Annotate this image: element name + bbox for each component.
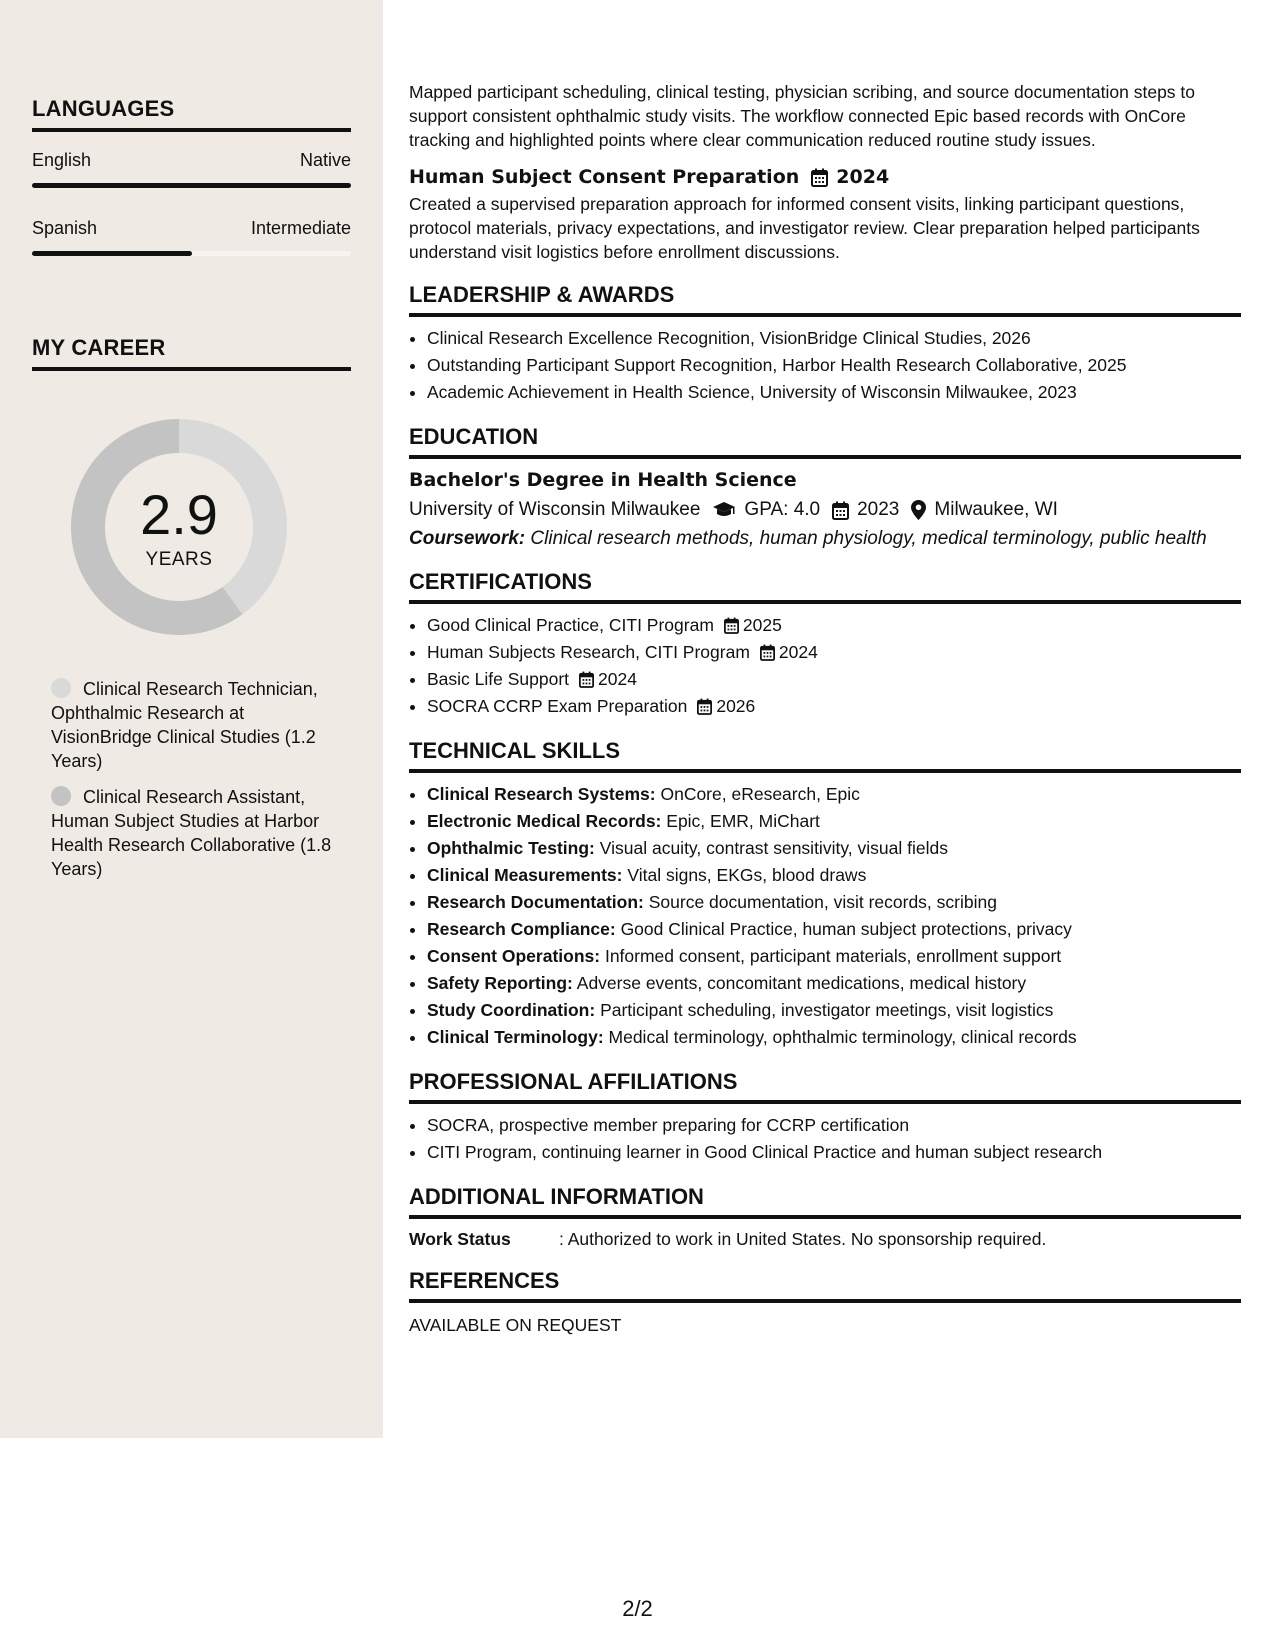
calendar-icon [724, 617, 739, 634]
language-level: Intermediate [250, 218, 351, 238]
skill-label: Ophthalmic Testing: [427, 838, 595, 858]
calendar-icon [579, 671, 594, 688]
skill-label: Clinical Terminology: [427, 1027, 604, 1047]
certification-year: 2026 [716, 696, 756, 716]
main-content [409, 80, 1241, 1337]
list-item [427, 997, 1241, 1024]
skill-value: Good Clinical Practice, human subject protections, privacy [620, 919, 1072, 939]
coursework-label: Coursework: [409, 528, 526, 549]
language-item [32, 150, 351, 188]
list-item [427, 889, 1241, 916]
affiliations-section [409, 1069, 1241, 1166]
language-level: Native [299, 150, 351, 170]
education-location: Milwaukee, WI [934, 499, 1058, 520]
language-proficiency-fill [32, 183, 351, 188]
list-item [427, 862, 1241, 889]
project-title-row [409, 166, 1241, 188]
career-section [32, 335, 351, 371]
list-item [427, 916, 1241, 943]
language-name: Spanish [32, 218, 98, 238]
education-coursework [409, 527, 1241, 551]
certification-year: 2025 [742, 615, 782, 635]
education-school: University of Wisconsin Milwaukee [409, 499, 701, 520]
career-heading: MY CAREER [32, 335, 351, 371]
list-item: • Clinical Research Excellence Recognition, VisionBridge Clinical Studies, 2026 [427, 325, 1241, 352]
skill-label: Safety Reporting: [427, 973, 573, 993]
certifications-list [409, 612, 1241, 720]
career-item-text: Clinical Research Technician, Ophthalmic Research at VisionBridge Clinical Studies (1.2 Years) [51, 679, 318, 771]
language-proficiency-fill [32, 251, 192, 256]
coursework-text: Clinical research methods, human physiology, medical terminology, public health [530, 528, 1207, 549]
education-degree: Bachelor's Degree in Health Science [409, 469, 797, 491]
skill-label: Clinical Measurements: [427, 865, 623, 885]
list-item [427, 781, 1241, 808]
awards-section [409, 282, 1241, 406]
list-item: • SOCRA, prospective member preparing for CCRP certification [427, 1112, 1241, 1139]
certification-year: 2024 [598, 669, 637, 689]
skill-label: Electronic Medical Records: [427, 811, 662, 831]
work-status-label: Work Status [409, 1229, 511, 1249]
work-status-value: : Authorized to work in United States. No sponsorship required. [559, 1229, 1047, 1249]
list-item [427, 808, 1241, 835]
career-item-text: Clinical Research Assistant, Human Subject Studies at Harbor Health Research Collaborative (1.8 Years) [51, 787, 332, 879]
skill-value: Informed consent, participant materials, enrollment support [604, 946, 1062, 966]
list-item [427, 970, 1241, 997]
intro-paragraph: Mapped participant scheduling, clinical testing, physician scribing, and source documentation steps to support consistent ophthalmic study visits. The workflow connected Epic based records with OnCore tracking and highlighted points where clear communication reduced routine study issues. [409, 82, 1196, 150]
languages-section [32, 96, 351, 256]
awards-heading: LEADERSHIP & AWARDS [409, 282, 1241, 317]
skill-label: Study Coordination: [427, 1000, 596, 1020]
education-year: 2023 [857, 499, 900, 520]
skill-value: Participant scheduling, investigator meetings, visit logistics [600, 1000, 1054, 1020]
skill-value: Epic, EMR, MiChart [666, 811, 820, 831]
skill-value: Source documentation, visit records, scribing [648, 892, 997, 912]
education-heading: EDUCATION [409, 424, 1241, 459]
language-item [32, 218, 351, 256]
certification-name: Human Subjects Research, CITI Program [427, 642, 750, 662]
skill-value: Visual acuity, contrast sensitivity, visual fields [599, 838, 948, 858]
skill-label: Research Compliance: [427, 919, 616, 939]
skill-label: Research Documentation: [427, 892, 644, 912]
education-details [409, 499, 1241, 521]
calendar-icon [697, 698, 712, 715]
skill-value: Medical terminology, ophthalmic terminology, clinical records [608, 1027, 1077, 1047]
language-proficiency-bar [32, 183, 351, 188]
certifications-heading: CERTIFICATIONS [409, 569, 1241, 604]
career-item [51, 785, 341, 881]
skill-value: OnCore, eResearch, Epic [660, 784, 860, 804]
list-item [427, 666, 1241, 693]
page-number: 2/2 [622, 1596, 653, 1621]
additional-info-section [409, 1184, 1241, 1250]
calendar-icon [760, 644, 775, 661]
calendar-icon [811, 168, 828, 187]
affiliations-heading: PROFESSIONAL AFFILIATIONS [409, 1069, 1241, 1104]
skills-heading: TECHNICAL SKILLS [409, 738, 1241, 773]
list-item [427, 639, 1241, 666]
references-heading: REFERENCES [409, 1268, 1241, 1303]
awards-list [409, 325, 1241, 406]
references-section [409, 1268, 1241, 1337]
graduation-cap-icon [712, 501, 736, 519]
language-name: English [32, 150, 92, 170]
certifications-section [409, 569, 1241, 720]
skill-label: Consent Operations: [427, 946, 601, 966]
certification-year: 2024 [778, 642, 818, 662]
list-item [427, 693, 1241, 720]
education-gpa: GPA: 4.0 [744, 499, 821, 520]
references-text: AVAILABLE ON REQUEST [409, 1315, 622, 1335]
list-item: • Outstanding Participant Support Recognition, Harbor Health Research Collaborative, 2025 [427, 352, 1241, 379]
calendar-icon [832, 501, 849, 520]
sidebar [0, 0, 383, 1438]
education-section [409, 424, 1241, 551]
career-legend-dot [51, 678, 71, 698]
project-year: 2024 [836, 166, 890, 188]
additional-info-heading: ADDITIONAL INFORMATION [409, 1184, 1241, 1219]
skill-value: Adverse events, concomitant medications, medical history [576, 973, 1027, 993]
list-item [427, 1024, 1241, 1051]
location-pin-icon [911, 500, 926, 520]
list-item [427, 612, 1241, 639]
skills-list [409, 781, 1241, 1051]
skill-value: Vital signs, EKGs, blood draws [627, 865, 867, 885]
certification-name: Basic Life Support [427, 669, 570, 689]
languages-heading: LANGUAGES [32, 96, 351, 132]
career-unit: YEARS [145, 549, 213, 570]
career-legend-dot [51, 786, 71, 806]
list-item [427, 835, 1241, 862]
affiliations-list [409, 1112, 1241, 1166]
project-title: Human Subject Consent Preparation [409, 166, 800, 188]
language-proficiency-bar [32, 251, 351, 256]
skills-section [409, 738, 1241, 1051]
project-description: Created a supervised preparation approach for informed consent visits, linking participant questions, protocol materials, privacy expectations, and investigator review. Clear preparation helped participants understand visit logistics before enrollment discussions. [409, 194, 1200, 262]
certification-name: SOCRA CCRP Exam Preparation [427, 696, 688, 716]
career-item [51, 677, 341, 773]
work-status-row [409, 1229, 1241, 1250]
certification-name: Good Clinical Practice, CITI Program [427, 615, 714, 635]
list-item [427, 943, 1241, 970]
career-list [51, 677, 341, 893]
career-total: 2.9 [140, 483, 218, 546]
list-item: • CITI Program, continuing learner in Good Clinical Practice and human subject research [427, 1139, 1241, 1166]
skill-label: Clinical Research Systems: [427, 784, 656, 804]
list-item: • Academic Achievement in Health Science, University of Wisconsin Milwaukee, 2023 [427, 379, 1241, 406]
career-donut [66, 414, 292, 640]
